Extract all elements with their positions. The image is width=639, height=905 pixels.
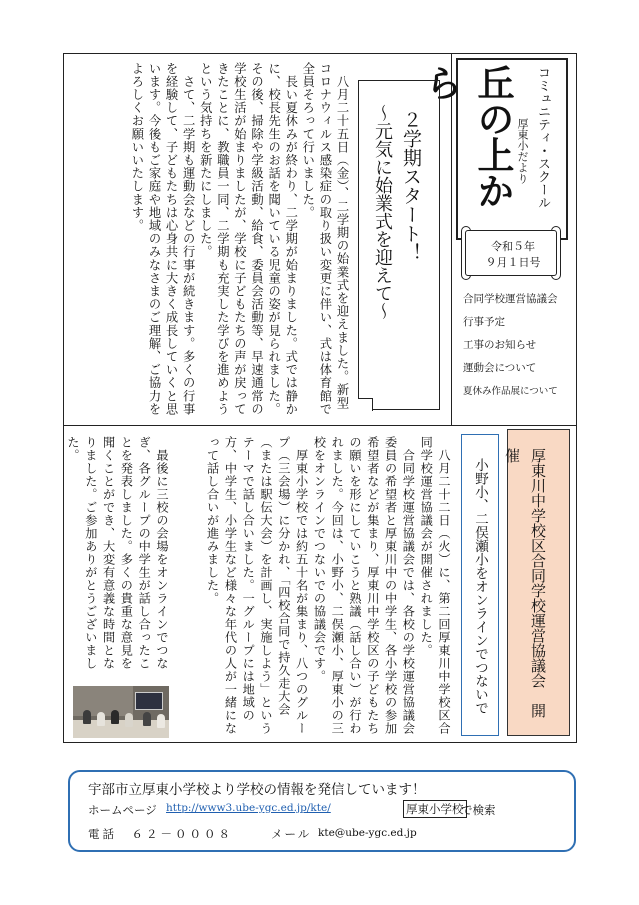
search-keyword-box: 厚東小学校 bbox=[403, 800, 467, 818]
email-label: メール bbox=[271, 827, 312, 841]
article2-body: 八月二十二日（火）に、第二回厚東川中学校区合同学校運営協議会が開催されました。 合同学校運営協議会では、各校の学校運営協議会委員の希望者と厚東川中の中学生、各小学校の参加希望者などが集まり、厚東川中学校区の子どもたちの願いを形にしていこうと熟議（話し合い）が行われました。今回は、小野小、二俣瀬小、厚東小の三校をオンラインでつないでの協議会です。 厚東小学校では約五十名が集まり、八つのグループ（三会場）に分かれ、「四校合同で持久走大会（または駅伝大会）を計画し、実施しよう」というテーマで話し合いました。一グループには地域の方、中学生、小学生など様々な年代の人が一緒になって話し合いが進みました。 bbox=[205, 436, 451, 735]
issue-date-day: ９月１日号 bbox=[485, 256, 541, 269]
newsletter-subtitle-2: 厚東小だより bbox=[516, 118, 529, 184]
newsletter-subtitle-1: コミュニティ・スクール bbox=[535, 66, 550, 209]
toc-item: 夏休み作品展について bbox=[463, 386, 558, 397]
table-of-contents bbox=[463, 288, 573, 403]
toc-item: 行事予定 bbox=[463, 316, 505, 328]
toc-item: 合同学校運営協議会 bbox=[463, 293, 558, 305]
article1-headline: ２学期スタート！ bbox=[400, 110, 422, 262]
article2-subtitle: 小野小、二俣瀬小をオンラインでつないで bbox=[472, 458, 488, 715]
homepage-label: ホームページ bbox=[88, 803, 157, 817]
toc-item: 工事のお知らせ bbox=[463, 339, 537, 351]
email-address[interactable]: kte@ube-ygc.ed.jp bbox=[318, 827, 417, 839]
toc-item: 運動会について bbox=[463, 362, 537, 374]
search-suffix: で検索 bbox=[461, 803, 496, 817]
article1-body: 八月二十五日（金）、二学期の始業式を迎えました。新型コロナウィルス感染症の取り扱い変更に伴い、式は体育館で全員そろって行いました。 長い夏休みが終わり、二学期が始まりました。式では静かに、校長先生のお話を聞いている児童の姿が見られました。その後、掃除や学級活動、給食、委員会活動等、早速通常の学校生活が始まりましたが、学校に子どもたちの声が戻ってきたことに、教職員一同、二学期も充実した学びを進めようという気持ちを新たにしました。 さて、二学期も運動会などの行事が続きます。多くの行事を経験して、子どもたちは心身共に大きく成長していくと思います。今後もご家庭や地域のみなさまのご理解、ご協力をよろしくお願いいたします。 bbox=[129, 62, 349, 416]
article2-body-continued: 最後に三校の会場をオンラインでつなぎ、各グループの中学生が話し合ったことを発表しました。多くの貴重な意見を聞くことができ、大変有意義な時間となりました。ご参加ありがとうございました。 bbox=[66, 436, 169, 670]
article2-title: 厚東川中学校区合同学校運営協議会 開催 bbox=[503, 448, 547, 718]
article1-subheadline: ～元気に始業式を迎えて～ bbox=[372, 104, 393, 320]
section-divider bbox=[63, 425, 577, 426]
meeting-photo bbox=[73, 686, 169, 738]
issue-date-era: 令和５年 bbox=[491, 240, 535, 253]
phone-number: 電話 ６２－０００８ bbox=[88, 827, 233, 841]
newsletter-title: 丘の上から bbox=[419, 64, 514, 208]
footer-title: 宇部市立厚東小学校より学校の情報を発信しています！ bbox=[88, 782, 426, 798]
homepage-link[interactable]: http://www3.ube-ygc.ed.jp/kte/ bbox=[166, 802, 331, 814]
